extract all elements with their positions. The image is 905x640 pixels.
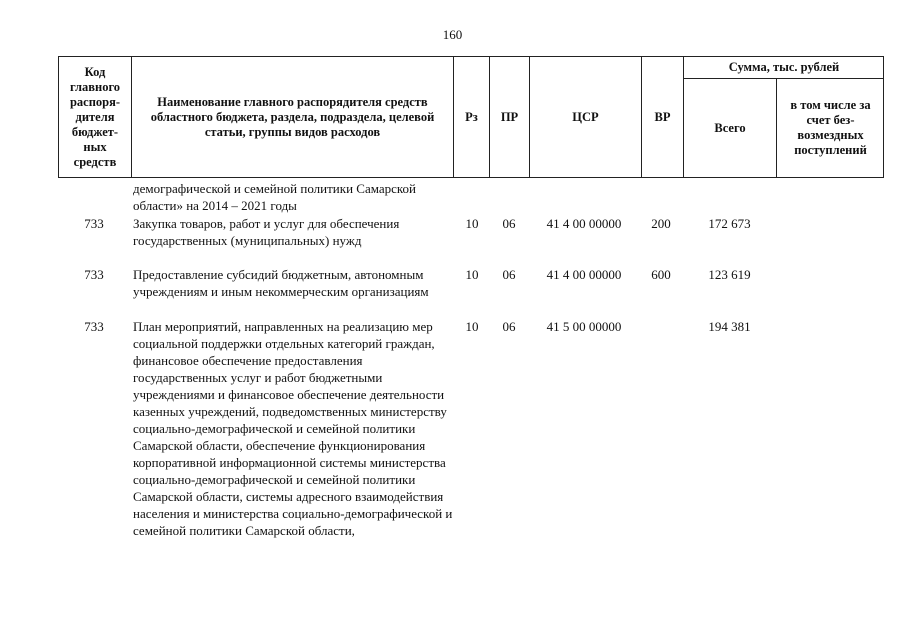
row-csr: 41 4 00 00000: [546, 216, 622, 231]
row-csr: 41 5 00 00000: [546, 319, 622, 334]
row-vr: 600: [651, 267, 671, 282]
header-pr: ПР: [500, 109, 519, 124]
row-code: 733: [84, 319, 104, 334]
header-name: Наименование главного распорядителя средств областного бюджета, раздела, подраздела, целевой статьи, группы видов расходов: [150, 94, 435, 139]
row-code: 733: [84, 216, 104, 231]
row-code: 733: [84, 267, 104, 282]
header-sum: Сумма, тыс. рублей: [728, 60, 840, 74]
row-vr: 200: [651, 216, 671, 231]
row-total: 123 619: [708, 267, 751, 282]
row-rz: 10: [465, 267, 479, 282]
row-name: Предоставление субсидий бюджетным, автономным учреждениям и иным некоммерческим организациям: [133, 267, 429, 299]
row-total: 172 673: [708, 216, 751, 231]
page-number: 160: [442, 27, 463, 42]
header-code: Код главного распоря-дителя бюджет-ных средств: [69, 64, 121, 169]
header-free: в том числе за счет без-возмездных поступлений: [790, 98, 871, 157]
header-rz: Рз: [465, 109, 478, 124]
row-pr: 06: [502, 216, 516, 231]
header-vr: ВР: [654, 109, 671, 124]
row-rz: 10: [465, 319, 479, 334]
row-csr: 41 4 00 00000: [546, 267, 622, 282]
header-total: Всего: [714, 120, 746, 135]
row-name: План мероприятий, направленных на реализацию мер социальной поддержки отдельных категорий граждан, финансовое обеспечение предоставления государственных услуг и работ бюджетными учреждениями и финансовое обеспечение деятельности казенных учреждений, подведомственных министерству социально-демографической и семейной политики Самарской области, обеспечение функционирования корпоративной информационной системы министерства социально-демографической и семейной политики Самарской области, системы адресного взаимодействия населения и министерства социально-демографической и семейной политики Самарской области,: [133, 319, 453, 538]
row-total: 194 381: [708, 319, 751, 334]
row-pr: 06: [502, 319, 516, 334]
row-rz: 10: [465, 216, 479, 231]
row-name: демографической и семейной политики Самарской области» на 2014 – 2021 годы: [133, 181, 417, 213]
row-name: Закупка товаров, работ и услуг для обеспечения государственных (муниципальных) нужд: [133, 216, 400, 248]
row-pr: 06: [502, 267, 516, 282]
table-header: [58, 56, 884, 178]
header-csr: ЦСР: [572, 109, 599, 124]
